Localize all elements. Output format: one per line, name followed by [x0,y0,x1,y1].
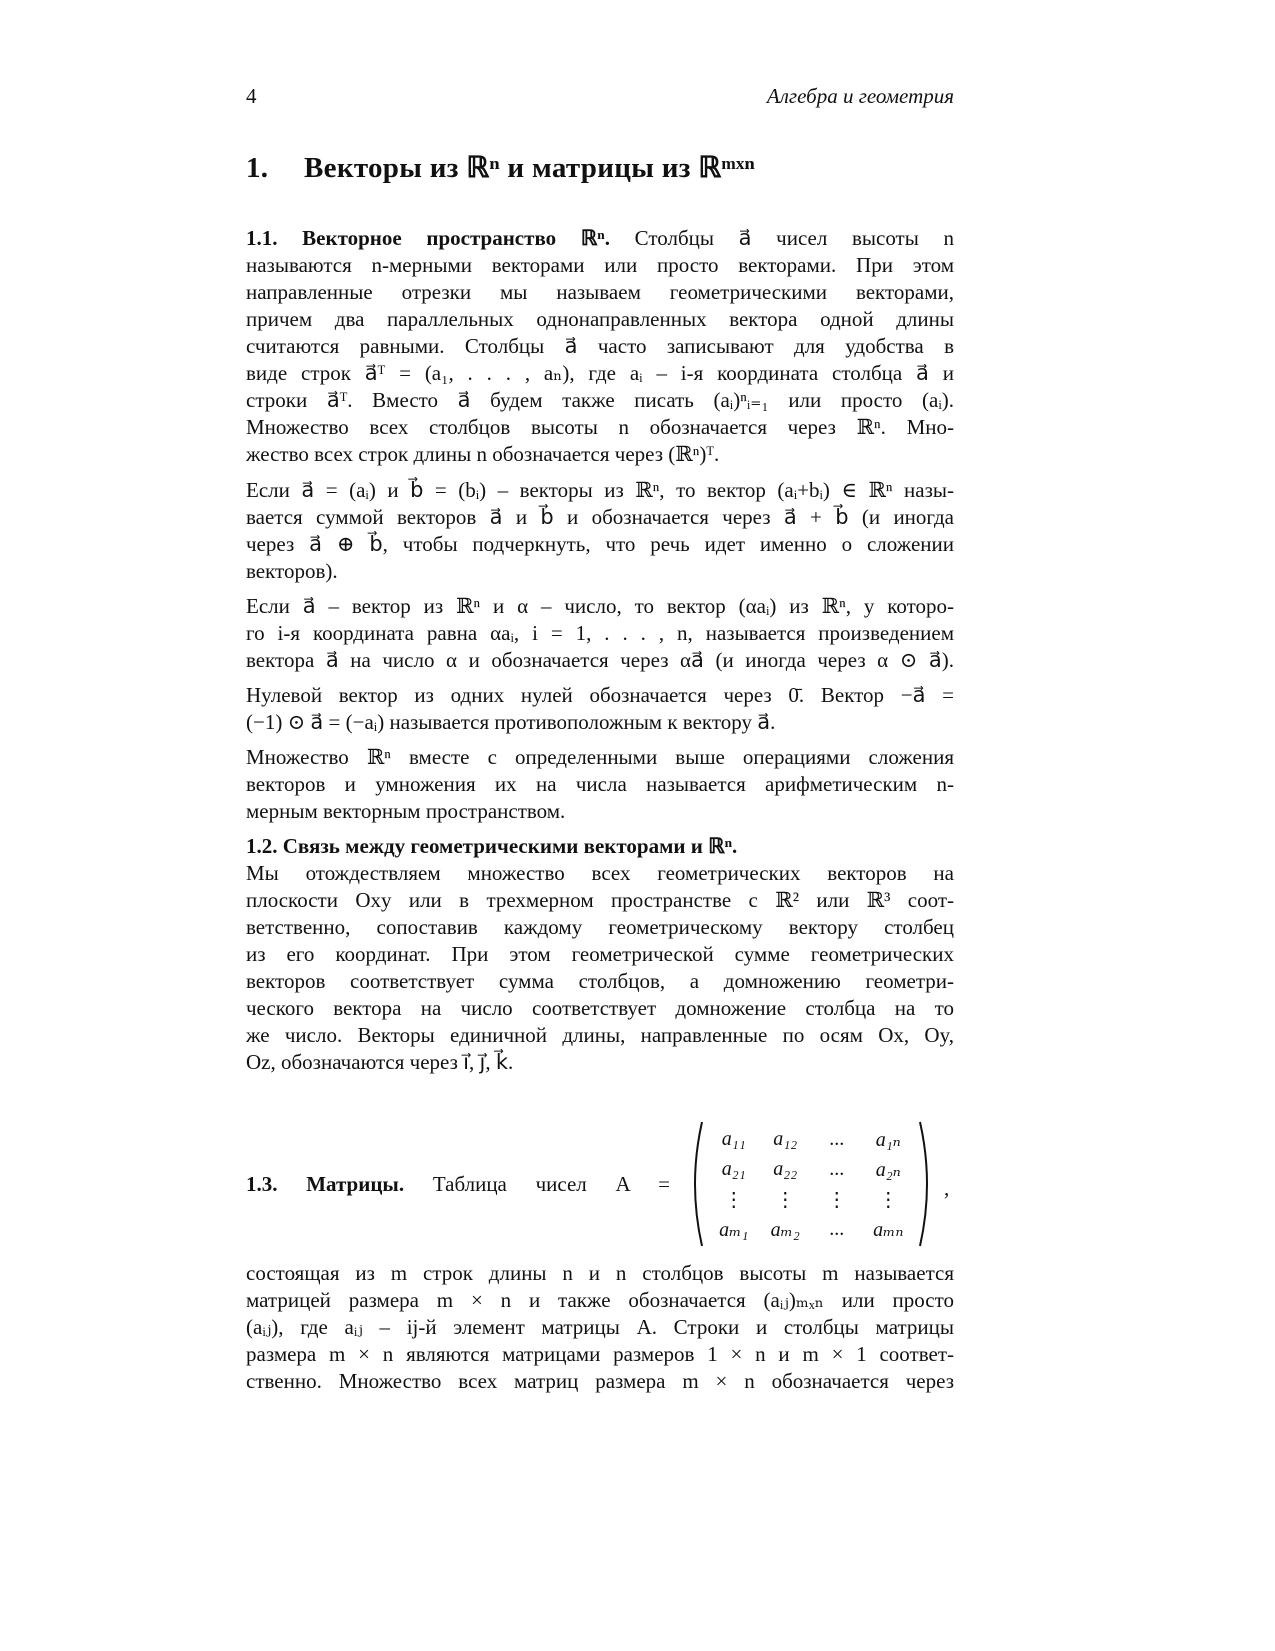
sec12-line-5: ческого вектора на число соответствует домножение столбца на то [246,996,954,1020]
sec11-line-0 [246,224,954,252]
right-paren [916,1120,936,1248]
para-sum-line-0: Если a⃗ = (aᵢ) и b⃗ = (bᵢ) – векторы из ℝⁿ, то вектор (aᵢ+bᵢ) ∈ ℝⁿ назы- [246,478,954,502]
matrix-cell: ... [829,1217,845,1240]
matrix-cell: ⋮ [826,1188,847,1211]
matrix-cell: a₂₂ [773,1157,798,1180]
matrix-cell: aₘ₁ [719,1218,749,1241]
matrix-A [686,1120,936,1248]
sec12-line-3: из его координат. При этом геометрической сумме геометрических [246,942,954,966]
matrix-cell: ⋮ [723,1188,744,1211]
para-product-line-1: го i-я координата равна αaᵢ, i = 1, . . . , n, называется произведением [246,621,954,645]
para-sum-line-2: через a⃗ ⊕ b⃗, чтобы подчеркнуть, что речь идет именно о сложении [246,532,954,556]
para-zero-line-1: (−1) ⊙ a⃗ = (−aᵢ) называется противоположным к вектору a⃗. [246,710,776,734]
matrix-cell: ... [829,1127,845,1150]
sec12-line-0: Мы отождествляем множество всех геометрических векторов на [246,861,954,885]
sec13-heading-line [246,1170,670,1198]
para-zero-line-0: Нулевой вектор из одних нулей обозначается через 0̄. Вектор −a⃗ = [246,683,954,707]
running-header [246,84,954,118]
running-title: Алгебра и геометрия [766,84,954,108]
sec11-line-3: причем два параллельных однонаправленных вектора одной длины [246,307,954,331]
para-product-line-2: вектора a⃗ на число α и обозначается через αa⃗ (и иногда через α ⊙ a⃗). [246,648,954,672]
chapter-title [246,150,755,185]
matrix-cell: a₁₁ [721,1127,746,1150]
matrix-cell: aₘ₂ [770,1218,800,1241]
sec11-line-4: считаются равными. Столбцы a⃗ часто записывают для удобства в [246,334,954,358]
sec11-line-5: виде строк a⃗ᵀ = (a₁, . . . , aₙ), где aᵢ – i-я координата столбца a⃗ и [246,361,954,385]
sec11-line-8: жество всех строк длины n обозначается через (ℝⁿ)ᵀ. [246,442,720,466]
sec11-line-7: Множество всех столбцов высоты n обозначается через ℝⁿ. Мно- [246,415,954,439]
sec13-line-2: (aᵢⱼ), где aᵢⱼ – ij-й элемент матрицы A. Строки и столбцы матрицы [246,1315,954,1339]
sec11-first-line: Столбцы a⃗ чисел высоты n [634,226,954,250]
para-space-line-0: Множество ℝⁿ вместе с определенными выше операциями сложения [246,745,954,769]
sec11-line-2: направленные отрезки мы называем геометрическими векторами, [246,280,954,304]
sec13-line-0: состоящая из m строк длины n и n столбцов высоты m называется [246,1261,954,1285]
matrix-cell: a₂ₙ [875,1158,901,1181]
para-product-line-0: Если a⃗ – вектор из ℝⁿ и α – число, то вектор (αaᵢ) из ℝⁿ, у которо- [246,594,954,618]
para-space-line-2: мерным векторным пространством. [246,799,566,823]
matrix-grid [708,1124,914,1244]
matrix-cell: aₘₙ [873,1218,904,1241]
sec12-line-7: Oz, обозначаются через i⃗, j⃗, k⃗. [246,1050,514,1074]
left-paren [686,1120,706,1248]
matrix-comma: , [944,1176,950,1200]
sec12-heading: 1.2. Связь между геометрическими векторами и ℝⁿ. [246,834,738,858]
matrix-cell: ⋮ [775,1188,796,1211]
sec11-line-1: называются n-мерными векторами или просто векторами. При этом [246,253,954,277]
sec13-line-4: ственно. Множество всех матриц размера m × n обозначается через [246,1369,954,1393]
sec12-line-1: плоскости Oxy или в трехмерном пространстве с ℝ² или ℝ³ соот- [246,888,954,912]
matrix-cell: ... [829,1157,845,1180]
para-sum-line-3: векторов). [246,559,338,583]
sec11-heading: 1.1. Векторное пространство ℝⁿ. [246,226,610,250]
chapter-title-text: Векторы из ℝⁿ и матрицы из ℝᵐˣⁿ [304,152,756,184]
sec12-line-2: ветственно, сопоставив каждому геометрическому вектору столбец [246,915,954,939]
sec13-line-1: матрицей размера m × n и также обозначается (aᵢⱼ)ₘₓₙ или просто [246,1288,954,1312]
sec12-line-6: же число. Векторы единичной длины, направленные по осям Ox, Oy, [246,1023,954,1047]
sec13-lead: Таблица чисел A = [432,1172,671,1196]
para-sum-line-1: вается суммой векторов a⃗ и b⃗ и обозначается через a⃗ + b⃗ (и иногда [246,505,954,529]
matrix-cell: a₂₁ [721,1157,746,1180]
sec13-line-3: размера m × n являются матрицами размеров 1 × n и m × 1 соответ- [246,1342,954,1366]
chapter-number: 1. [246,152,269,184]
sec11-line-6: строки a⃗ᵀ. Вместо a⃗ будем также писать (aᵢ)ⁿᵢ₌₁ или просто (aᵢ). [246,388,954,412]
sec12-line-4: векторов соответствует сумма столбцов, а домножению геометри- [246,969,954,993]
matrix-cell: a₁₂ [773,1127,798,1150]
matrix-cell: ⋮ [878,1188,899,1211]
matrix-cell: a₁ₙ [875,1128,901,1151]
page-number: 4 [246,84,257,108]
sec13-heading: 1.3. Матрицы. [246,1172,405,1196]
para-space-line-1: векторов и умножения их на числа называется арифметическим n- [246,772,954,796]
